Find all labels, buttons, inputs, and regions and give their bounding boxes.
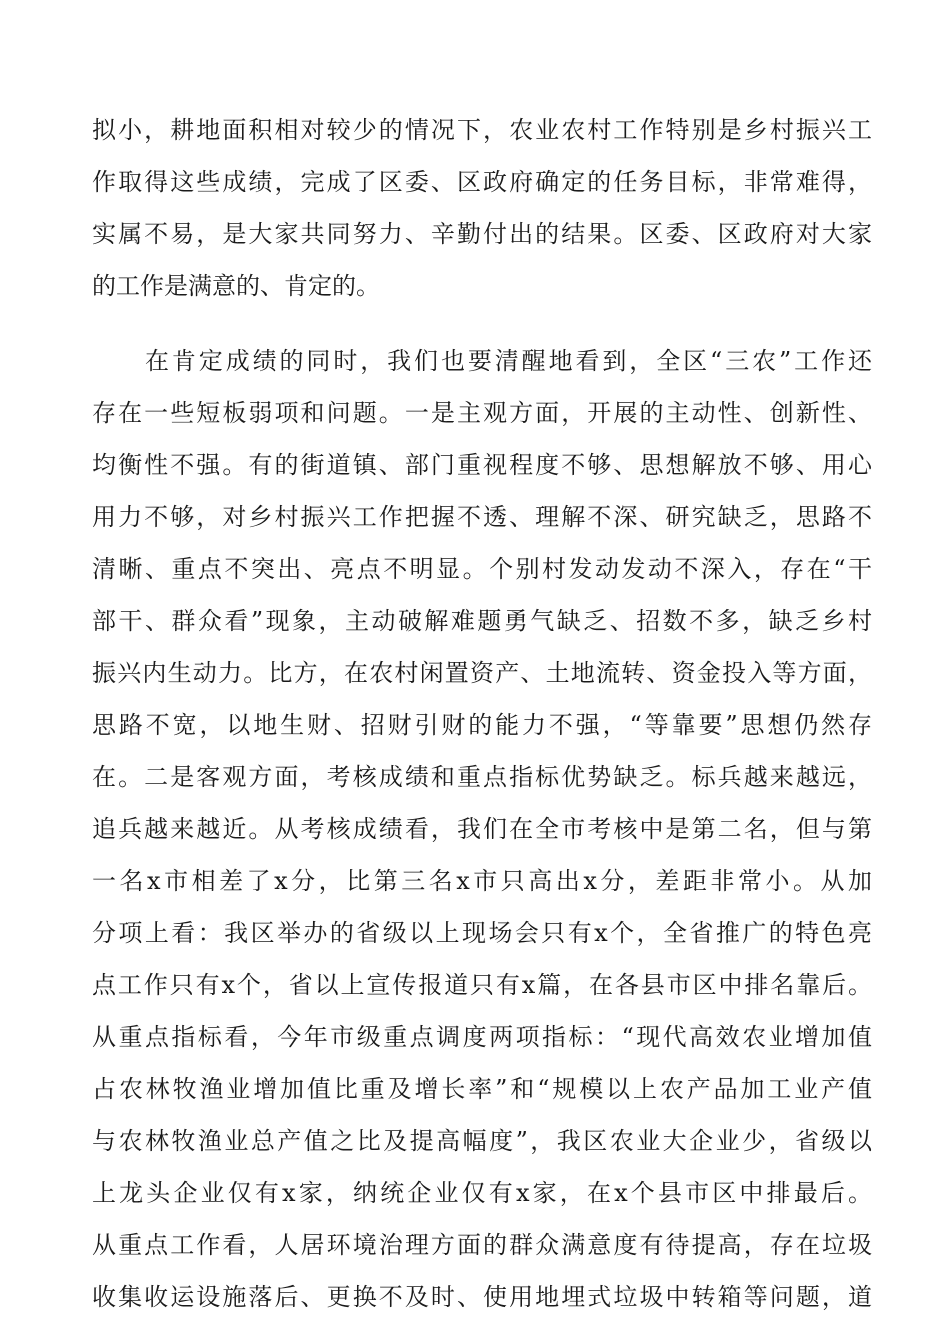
text-line: 点工作只有x个，省以上宣传报道只有x篇，在各县市区中排名靠后。: [92, 971, 872, 999]
text-line: 拟小，耕地面积相对较少的情况下，农业农村工作特别是乡村振兴工: [92, 116, 872, 144]
text-line: 在。二是客观方面，考核成绩和重点指标优势缺乏。标兵越来越远，: [92, 763, 872, 791]
text-line: 从重点指标看，今年市级重点调度两项指标：“现代高效农业增加值: [92, 1023, 872, 1051]
paragraph-problems: [92, 335, 872, 1323]
text-line: 存在一些短板弱项和问题。一是主观方面，开展的主动性、创新性、: [92, 399, 872, 427]
text-line: 追兵越来越近。从考核成绩看，我们在全市考核中是第二名，但与第: [92, 815, 872, 843]
text-line: 用力不够，对乡村振兴工作把握不透、理解不深、研究缺乏，思路不: [92, 503, 872, 531]
text-line: 与农林牧渔业总产值之比及提高幅度”，我区农业大企业少，省级以: [92, 1127, 872, 1155]
text-line: 均衡性不强。有的街道镇、部门重视程度不够、思想解放不够、用心: [92, 451, 872, 479]
paragraph-gap: [92, 312, 872, 335]
text-line: 收集收运设施落后、更换不及时、使用地埋式垃圾中转箱等问题，道: [92, 1283, 872, 1311]
document-body: [92, 104, 872, 1323]
text-line: 占农林牧渔业增加值比重及增长率”和“规模以上农产品加工业产值: [92, 1075, 872, 1103]
text-line: 的工作是满意的、肯定的。: [92, 272, 380, 300]
text-line: 从重点工作看，人居环境治理方面的群众满意度有待提高，存在垃圾: [92, 1231, 872, 1259]
text-line: 实属不易，是大家共同努力、辛勤付出的结果。区委、区政府对大家: [92, 220, 872, 248]
text-line: 分项上看：我区举办的省级以上现场会只有x个，全省推广的特色亮: [92, 919, 872, 947]
text-line: 上龙头企业仅有x家，纳统企业仅有x家，在x个县市区中排最后。: [92, 1179, 872, 1207]
text-line: 部干、群众看”现象，主动破解难题勇气缺乏、招数不多，缺乏乡村: [92, 607, 872, 635]
text-line: 思路不宽，以地生财、招财引财的能力不强，“等靠要”思想仍然存: [92, 711, 872, 739]
text-line: 清晰、重点不突出、亮点不明显。个别村发动发动不深入，存在“干: [92, 555, 872, 583]
text-line: 作取得这些成绩，完成了区委、区政府确定的任务目标，非常难得，: [92, 168, 872, 196]
text-line: 一名x市相差了x分，比第三名x市只高出x分，差距非常小。从加: [92, 867, 872, 895]
text-line: 在肯定成绩的同时，我们也要清醒地看到，全区“三农”工作还: [145, 347, 872, 375]
text-line: 振兴内生动力。比方，在农村闲置资产、土地流转、资金投入等方面，: [92, 659, 872, 687]
paragraph-achievements: [92, 104, 872, 312]
